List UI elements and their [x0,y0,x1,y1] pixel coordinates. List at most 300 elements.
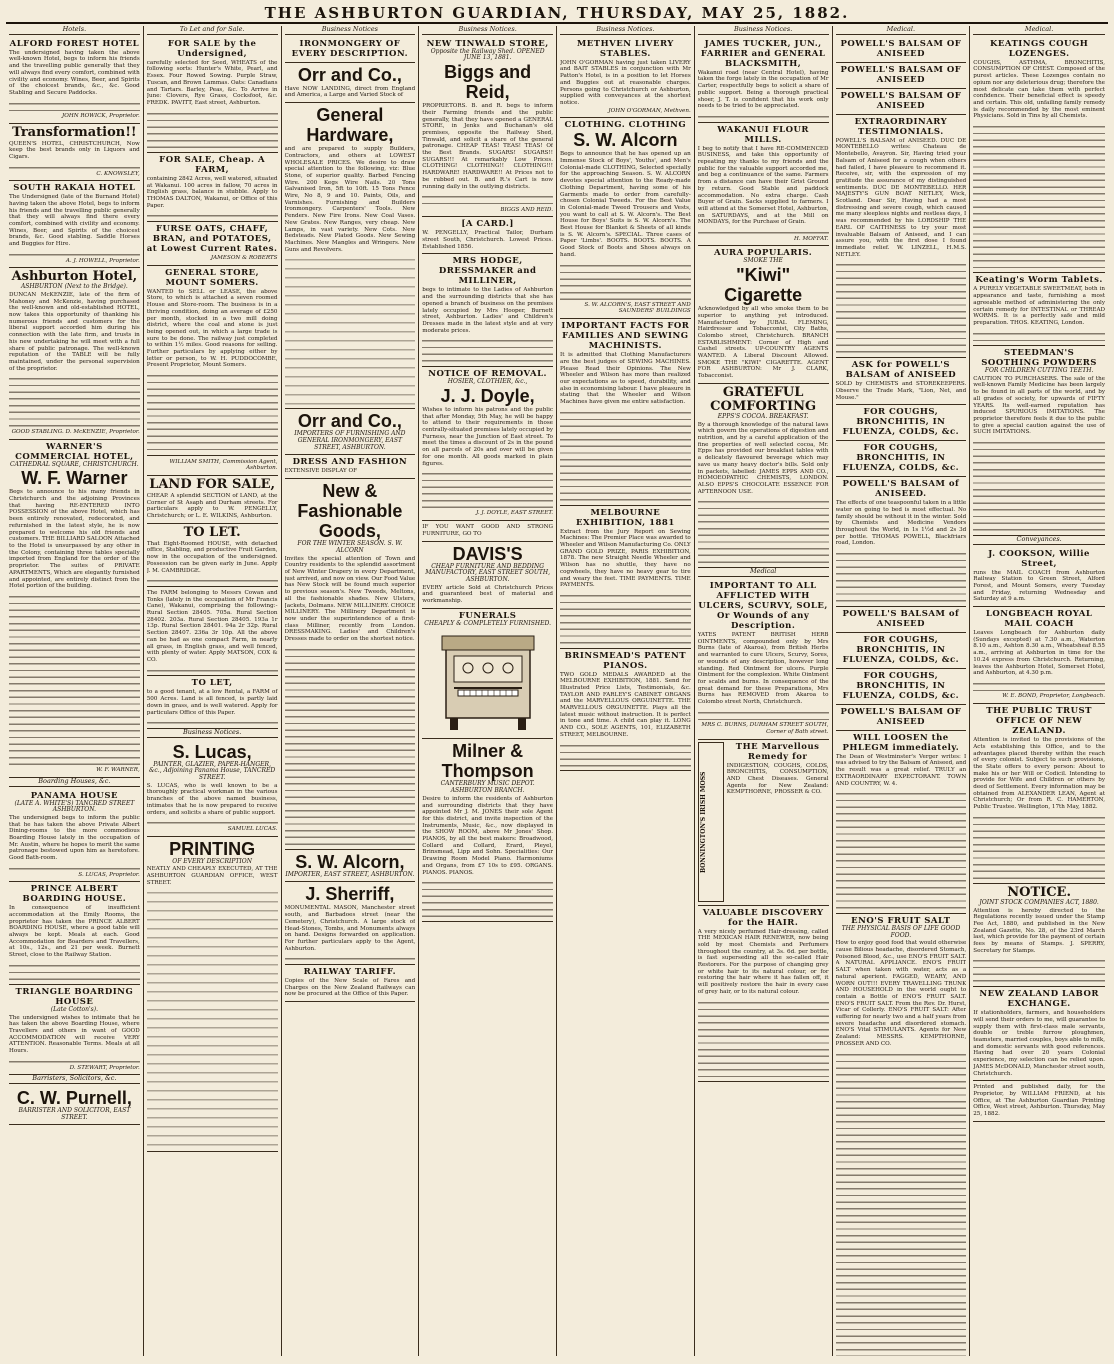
advertisement [836,115,967,358]
ad-display-name: S. Lucas, [172,741,252,762]
ad-signature: A. J. HOWELL, Proprietor. [65,257,140,264]
ad-headline: TRIANGLE BOARDING HOUSE [15,986,134,1007]
advertisement [147,740,278,837]
ad-display-name: C. W. Purnell, [16,1087,132,1108]
ad-headline: TO LET. [183,524,241,540]
ad-body-text: W. PENGELLY, Practical Tailor, Durham street South, Christchurch. Lowest Prices. Established 1856. [422,230,553,250]
ad-body-text: POWELL'S BALSAM of ANISEED. DUC DE MONTEBELLO writes: Chateau de Montebello, Avayron. Sir, Having tried your Balsam of Aniseed for a cough when others had failed, I have pleasure to recommend it. Receive, sir, with the expression of my gratitude the assurance of my distinguished sentiments. DUC DE MONTEBELLO. HER MAJESTY'S GUN BOAT NETLEY, Wick, Scotland. Dear Sir, Having had a most distressing and severe cough, which caused me many sleepless nights and restless days, I was recommended by his LORDSHIP THE EARL OF CAITHNESS to try your most invaluable Balsam of Aniseed, and I can assure you, with the first dose I found immediate relief. W. LINZELL, H.M.S. NETLEY. [835,137,967,258]
ad-body-text: It is admitted that Clothing Manufacturers are the best judges of SEWING MACHINES. Please Read their Opinions. The New Wheeler and Wilson has more than realized our expectations as to speed, durability, and also in economising labour. I have pleasure in stating that the Wheeler and Wilson Machines have given me entire satisfaction. [560,352,691,406]
ad-headline: POWELL'S BALSAM of ANISEED [842,608,960,629]
ad-headline: MELBOURNE EXHIBITION, 1881 [576,507,675,528]
ad-body-text: runs the MAIL COACH from Ashburton Railway Station to Green Street, Alford Forest, and Mount Somers, every Tuesday and Friday, returning Wednesday and Saturday at 9 a.m. [973,569,1105,603]
ad-body-text: EXTENSIVE DISPLAY OF [284,468,357,475]
advertisement [9,985,140,1075]
advertisement [285,455,416,479]
ad-fine-print [560,741,691,768]
ad-headline: FOR SALE by the Undersigned, [167,38,257,59]
ad-subheading: IMPORTERS OF FURNISHING AND GENERAL IRONMONGERY, EAST STREET, ASHBURTON. [294,430,406,451]
ad-subheading: CHEAPLY & COMPLETELY FURNISHED. [424,619,552,627]
ad-headline: GENERAL STORE, MOUNT SOMERS. [165,267,260,288]
ad-fine-print [147,371,278,451]
ad-display-name: DAVIS'S [452,543,523,564]
advertisement [422,542,553,609]
ad-display-name: W. F. Warner [21,468,128,489]
ad-headline: IMPORTANT FACTS FOR FAMILIES AND SEWING MACHINISTS. [561,321,690,352]
section-heading: Business Notices. [147,729,278,738]
ad-headline: VALUABLE DISCOVERY for the HAIR. [702,907,824,928]
ad-headline: POWELL'S BALSAM of ANISEED. [842,479,960,500]
ad-headline: POWELL'S BALSAM OF ANISEED [840,90,962,111]
ad-subheading: BARRISTER AND SOLICITOR, EAST STREET. [18,1106,131,1121]
ad-fine-print [422,336,553,363]
ad-fine-print [836,1050,967,1356]
advertisement [836,358,967,405]
column-7 [833,26,971,1356]
ad-body-text: JOHN O'GORMAN having just taken LIVERY and BAIT STABLES in conjunction with Mr Patton's Hotel, is in a position to let Horses and Buggies out at reasonable charges. Persons going to Christchurch or Ashburton, supplied with conveyances at the shortest notice. [560,59,691,106]
ad-signature: JOHN O'GORMAN, Methven. [608,107,691,114]
advertisement [973,884,1105,987]
advertisement [147,266,278,456]
advertisement [147,524,278,587]
ad-headline: IRONMONGERY OF EVERY DESCRIPTION. [291,38,409,59]
section-heading: Business Notices. [422,26,553,35]
ad-body-text: Extract from the Jury Report on Sewing Machines: The Premier Place was awarded to Wheeler and Wilson Manufacturing Co. ONLY GRAND GOLD PRIZE, PARIS EXHIBITION, 1878. The new Straight Needle Wheeler and Wilson has no shuttle, they have no cogwheels, they have no heavy gear to tire and weary the feet. TIME PAYMENTS. TIME PAYMENTS. [560,528,691,589]
ad-display-name: J. J. Doyle, [440,385,535,406]
ad-headline: DRESS AND FASHION [292,457,408,468]
ad-fine-print [9,374,140,428]
ad-fine-print [147,576,278,583]
advertisement [836,705,967,731]
section-heading: Hotels. [9,26,140,35]
ad-display-name: General Hardware, [306,105,394,146]
ad-fine-print [285,255,416,405]
ad-fine-print [147,211,278,218]
advertisement [9,440,140,778]
section-heading: Business Notices [285,26,416,35]
ad-body-text: MONUMENTAL MASON, Manchester street south, and Barbadoes street (near the Cemetery), Christchurch. A large stock of Head-Stones, Tombs, and Monuments always on hand. Designs forwarded on application. For further particulars apply to the Agent, Ashburton. [284,905,416,952]
advertisement [836,63,967,89]
advertisement [9,1086,140,1125]
ad-body-text: The Dean of Westminster's Verger writes: I was advised to try the Balsam of Aniseed, and the result was a great relief. TRULY an EXTRAORDINARY EXPECTORANT. TOWN AND COUNTRY, W. 4. [835,753,967,787]
ad-fine-print [836,260,967,354]
ad-headline: Transformation!! [12,124,137,140]
advertisement [147,153,278,222]
ad-display-name: Orr and Co., [297,411,402,432]
advertisement [836,37,967,63]
ad-body-text: PROPRIETORS. B. and R. begs to inform their Farming friends and the public generally, that they have opened a GENERAL STORE, in Jenks and Buchanan's old premises, opposite the Railway Shed, Tinwald, and solicit a share of the general patronage. CHEAP TEAS! TEAS! TEAS! Of the Best Brands. SUGARS! SUGARS!! SUGARS!!! At remarkably Low Prices. CLOTHING! CLOTHING!! CLOTHING!!! HARDWARE! HARDWARE!! At Prices not to be rubbed out. B. and R.'s Cart is now running daily in the outlying districts. [422,103,553,190]
advertisement [422,367,553,521]
advertisement [973,547,1105,608]
ad-body-text: The undersigned wishes to intimate that he has taken the above Boarding House, where Travellers and others in want of GOOD ACCOMMODATION will receive VERY ATTENTION. Reasonable Terms. Meals at all Hours. [9,1014,140,1055]
ad-subheading: ASHBURTON (Next to the Bridge). [20,283,128,291]
ad-signature: BIGGS AND REID. [500,206,553,213]
advertisement [560,319,691,505]
column-1 [6,26,144,1356]
ad-headline: IMPORTANT TO ALL AFFLICTED WITH ULCERS, SCURVY, SOLE, Or Wounds of any Description. [698,581,828,632]
advertisement [698,384,829,568]
ad-headline: EXTRAORDINARY TESTIMONIALS. [854,116,948,137]
ad-body-text: COUGHS, ASTHMA, BRONCHITIS, CONSUMPTION OF CHEST. Composed of the purest articles. These Lozenges contain no opium nor any deleterious drug; therefore the most delicate can take them with perfect confidence. Their beneficial effect is speedy and certain. This old, unfailing family remedy is daily recommended by the most eminent Physicians. Sold in Tins by all Chemists. [973,59,1105,120]
ad-signature: GOOD STABLING. D. McKENZIE, Proprietor. [11,428,140,435]
ad-display-name: Milner & Thompson [441,741,534,782]
advertisement [147,456,278,476]
ad-body-text: WANTED to SELL or LEASE, the above Store, to which is attached a seven roomed House and Store-room. The business is in a thriving condition, doing an average of £250 per month, stocked in a two mill doing district, where the coal and stone is just being opened out, in which a large trade is sure to be done. The railway just completed to within 1½ miles. Good reasons for selling. Further particulars by applying either by letter or person, to W. H. PUDDOCOMBE, Present Proprietor, Mount Somers. [146,288,278,369]
ad-headline: KEATINGS COUGH LOZENGES. [989,38,1089,59]
ad-headline: [A CARD.] [461,219,514,230]
vertical-brand-panel: BONNINGTON'S IRISH MOSS [698,742,724,902]
ad-body-text: and are prepared to supply Builders, Contractors, and others at LOWEST WHOLESALE PRICES. We desire to draw special attention to the following, viz: Blue Stone, of superior quality. Barbed Fencing Wire. 200 Kegs Wire Nails. 20 Tons Galvanised Iron, 5ft to 10ft. 15 Tons Fence Wire, No 8, 9 and 10. Paints, Oils, and Varnishes. Furnishing and Builders Ironmongery. Carpenters' Tools. New Fenders. New Fire Irons. New Coal Vases. New Grates. New Ranges, very cheap. New Lamps, in vast variety. New Cots. New Bedsteads. New Plated Goods. New Sewing Machines. New Mangles and Wringers. New Guns and Revolvers. [284,146,416,253]
ad-headline: PRINCE ALBERT BOARDING HOUSE. [22,884,127,905]
ad-display-name: Biggs and Reid, [444,62,532,103]
ad-subheading: JOINT STOCK COMPANIES ACT, 1880. [979,898,1099,906]
section-heading: Boarding Houses, &c. [9,778,140,787]
ad-headline: FUNERALS [458,610,517,621]
advertisement [836,633,967,669]
ad-body-text: IF YOU WANT GOOD AND STRONG FURNITURE, GO TO [422,524,553,537]
advertisement [698,37,829,123]
section-heading: Medical. [973,26,1105,35]
ad-signature: D. STEWART, Proprietor. [69,1064,140,1071]
advertisement [973,273,1105,346]
ad-body-text: I beg to notify that I have RE-COMMENCED BUSINESS, and take this opportunity of repeating my thanks to my friends and the public for the valuable support accorded me, and beg a continuance of the same. Farmers from a distance can have their Grist Ground by return. Good Stable and paddock accommodation. No extra charge. Cash Buyer of Grain. Sacks supplied to farmers. I will attend at the Somerset Hotel, Ashburton, on SATURDAYS, and at the Mill on MONDAYS, for the Purchase of Grain. [697,145,829,226]
ad-headline: POWELL'S BALSAM OF ANISEED [840,38,962,59]
advertisement [973,607,1105,704]
ad-headline: RAILWAY TARIFF. [303,967,397,978]
masthead [6,4,1108,24]
advertisement [422,521,553,541]
ad-subheading: THE PHYSICAL BASIS OF LIFE GOOD FOOD. [841,924,961,939]
ad-headline: SOUTH RAKAIA HOTEL [13,183,136,194]
advertisement [422,609,553,740]
ad-display-name: PRINTING [169,838,256,859]
advertisement [9,124,140,182]
ad-body-text: begs to intimate to the Ladies of Ashburton and the surrounding districts that she has opened a branch of business on the premises lately occupied by Mrs Hooper, Burnett street, Ashburton. Ladies' and Children's Dresses made in the latest style and at very moderate prices. [422,287,553,334]
ad-fine-print [973,956,1105,983]
ad-body-text: SOLD by CHEMISTS and STOREKEEPERS. Observe the Trade Mark, "Lion, Net, and Mouse." [835,381,967,401]
ad-body-text: QUEEN'S HOTEL, CHRISTCHURCH, Now keep the best brands only in Liquors and Cigars. [9,140,140,161]
ad-body-text: The Undersigned (late of the Burnand Hotel) having taken the above Hotel, begs to inform his friends and the travelling public generally that they will always find there every comfort, combined with civility and economy. Wines, Beer, and Spirits of the choicest brands, &c. Good stabling. Saddle Horses and Buggies for Hire. [9,194,140,248]
ad-headline: CLOTHING. CLOTHING [564,120,687,131]
ad-headline: THE PUBLIC TRUST OFFICE OF NEW ZEALAND. [986,706,1092,737]
advertisement [560,37,691,119]
advertisement [9,37,140,124]
section-heading: Business Notices. [560,26,691,35]
ad-headline: Ashburton Hotel, [11,269,138,285]
ad-headline: LONGBEACH ROYAL MAIL COACH [985,609,1093,630]
ad-fine-print [147,718,278,725]
advertisement [285,882,416,965]
ad-fine-print [973,679,1105,692]
ad-display-name: J. Sherriff, [305,884,395,905]
ad-body-text: Copies of the New Scale of Fares and Charges on the New Zealand Railways can now be procured at the Office of this Paper. [284,978,416,998]
ad-body-text: NEATLY AND CHEAPLY EXECUTED, AT THE ASHBURTON GUARDIAN OFFICE, WEST STREET. [146,866,278,886]
ad-headline: Keating's Worm Tablets. [975,275,1103,286]
ad-display-name: New & Fashionable Goods, [297,481,403,542]
ad-fine-print [698,497,829,564]
ad-body-text: Have NOW LANDING, direct from England and America, a Large and Varied Stock of [284,85,416,99]
ad-subheading: CHEAP FURNITURE AND BEDDING MANUFACTORY, EAST STREET SOUTH, ASHBURTON. [425,562,551,583]
ad-signature: S. LUCAS, Proprietor. [78,871,140,878]
ad-headline: FOR COUGHS, BRONCHITIS, IN FLUENZA, COLDS, &c. [842,443,960,474]
ad-fine-print [9,961,140,981]
ad-headline: J. COOKSON, Willie Street, [988,548,1090,569]
advertisement [285,965,416,1002]
advertisement [698,740,829,906]
ad-headline: JAMES TUCKER, JUN., FARRIER and GENERAL BLACKSMITH, [700,38,826,69]
advertisement [973,1081,1105,1122]
ad-subheading: OF EVERY DESCRIPTION [172,857,252,865]
advertisement [836,669,967,705]
ad-signature: H. MOFFAT. [794,235,829,242]
ad-body-text: Attention is invited to the provisions of the Acts establishing this Office, and to the advantages placed thereby within the reach of every colonist. Subject to such provisions, the State offers to every person: About to make his or her Will or Codicil. Intending to provide for Wife and Children or others by deed of Settlement. Every information may be obtained from ALEXANDER LEAN, Agent at Christchurch; Or from R. C. HAMERTON, Public Trustee. Wellington, 17th May, 1882. [973,737,1105,811]
ad-body-text: How to enjoy good food that would otherwise cause Bilious headache, disordered Stomach, Poisoned Blood, &c., use ENO'S FRUIT SALT. A NATURAL APPLIANCE. ENO'S FRUIT SALT when taken with water, acts as a natural aperient. FAGGED, WEARY, AND WORN OUT!!! EVERY TRAVELLING TRUNK AND HOUSEHOLD in the world ought to contain a Bottle of ENO'S FRUIT SALT. ENO'S FRUIT SALT. From the Rev. Dr. Hurst, Vicar of Collerly. ENO'S FRUIT SALT: After suffering for nearly two and a half years from severe headache and disordered stomach. ENO'S Vital STIMULANTS. Agents for New Zealand: MESSRS. KEMPTHORNE, PROSSER AND CO. [835,940,967,1047]
ad-body-text: S. LUCAS, who is well known to be a thoroughly practical workman in the various branches of the above named business, intimates that he is now prepared to receive orders, and solicits a share of public support. [146,782,278,816]
ad-body-text: If stationholders, farmers, and householders will send their orders to me, will guarantee to supply them with first-class male servants, double or treble furrow ploughmen, teamsters, married couples, boys able to milk, and domestic servants with good references. Having had over 20 years Colonial experience, my selection can be relied upon. JAMES McDONALD, Manchester street south, Christchurch. [973,1010,1105,1077]
ad-body-text: INDIGESTION, COUGHS, COLDS, BRONCHITIS, CONSUMPTION, AND Chest Diseases. General Agents for New Zealand: KEMPTHORNE, PROSSER & CO. [726,762,829,796]
ad-headline: ALFORD FOREST HOTEL [9,38,140,49]
ad-fine-print [9,592,140,766]
ad-subheading: (LATE A. WHITE'S) TANCRED STREET ASHBURTON. [14,799,135,814]
ad-body-text: In consequence of insufficient accommodation at the Emily Rooms, the proprietor has taken the PRINCE ALBERT BOARDING HOUSE, where a good table will always be kept. Meals at each. Good Accommodation for Boarders and Travellers, at 10s., 12s., and 21 per week. Burnett Street, close to the Railway Station. [9,905,140,959]
column-5 [557,26,695,1356]
ad-signature: JAMESON & ROBERTS [210,255,278,262]
ad-body-text: EVERY article Sold at Christchurch Prices and guaranteed best of material and workmanship. [422,584,553,605]
ad-body-text: The undersigned begs to inform the public that he has taken the above Private Albert Dining-rooms to the more commodious Boarding House lately in the occupation of Mr. Austin, where he hopes to merit the same patronage bestowed upon him as heretofore. Good Bath-room. [9,814,140,862]
section-heading: Barristers, Solicitors, &c. [9,1075,140,1084]
ad-fine-print [147,818,278,825]
columns [6,26,1108,1356]
advertisement [698,123,829,247]
ad-fine-print [973,813,1105,880]
advertisement [147,587,278,676]
ad-display-name: Orr and Co., [297,64,402,85]
advertisement [147,37,278,153]
ad-headline: NOTICE. [1007,884,1071,900]
section-heading: Medical. [836,26,967,35]
ad-fine-print [285,645,416,846]
column-6 [695,26,833,1356]
ad-headline: TO LET, [191,678,233,689]
advertisement [9,789,140,883]
ad-headline: WAKANUI FLOUR MILLS. [717,124,809,145]
ad-signature: S. W. ALCORN'S, EAST STREET AND SAUNDERS' BUILDINGS [584,301,691,315]
ad-display-name: "Kiwi" Cigarette [724,265,803,306]
ad-headline: MRS HODGE, DRESSMAKER and MILLINER, [438,256,537,287]
advertisement [285,409,416,455]
ad-fine-print [560,408,691,502]
ad-headline: WILL LOOSEN the PHLEGM immediately. [842,732,960,753]
ad-fine-print [973,122,1105,269]
ad-headline: FOR COUGHS, BRONCHITIS, IN FLUENZA, COLDS, &c. [842,634,960,665]
advertisement [147,476,278,524]
advertisement [836,607,967,633]
ad-fine-print [698,998,829,1078]
advertisement [285,37,416,63]
ad-signature: W. E. BOND, Proprietor, Longbeach. [1002,693,1105,700]
ad-subheading: Opposite the Railway Shed. OPENED JUNE 13, 1881. [430,47,545,62]
ad-headline: POWELL'S BALSAM OF ANISEED [840,706,962,727]
advertisement [147,222,278,266]
column-3 [282,26,420,1356]
ad-subheading: FOR CHILDREN CUTTING TEETH. [984,367,1094,375]
advertisement [560,649,691,772]
advertisement [9,882,140,985]
ad-headline: FURSE OATS, CHAFF, BRAN, and POTATOES, at Lowest Current Rates. [146,224,278,255]
column-8 [970,26,1108,1356]
advertisement [147,837,278,1153]
ad-body-text: The effects of one teaspoonful taken in a little water on going to bed is most effectual. No family should be without it in the winter. Sold by Chemists and Medicine Vendors throughout the World, in 1s 1½d and 2s 3d per bottle. THOMAS POWELL, Blackfriars road, London. [835,500,967,547]
ad-fine-print [698,112,829,119]
ad-headline: POWELL'S BALSAM OF ANISEED [840,64,962,85]
ad-fine-print [147,666,278,673]
ad-signature: J. J. DOYLE, EAST STREET. [476,510,553,517]
advertisement [973,37,1105,274]
ad-fine-print [698,708,829,721]
advertisement [836,405,967,441]
ad-headline: FOR SALE, Cheap. A FARM, [159,154,266,175]
advertisement [285,63,416,103]
ad-body-text: Desire to inform the residents of Ashburton and surrounding districts that they have appointed Mr J. M. JONES their sole Agent for this district, and invite inspection of the Instruments, Music, &c., now displayed in the SHOW ROOM, above Mr Jones' Shop. PIANOS, by all the best makers: Broadwood, Collard and Collard, Erard, Pleyel, Brinsmead, Lipp and Sohn. Specialities: Our Drawing Room Model Piano. Harmoniums and Organs, from £7 10s to £95. ORGANS. PIANOS. PIANOS. [422,795,553,876]
ad-body-text: Acknowledged by all who smoke them to be superior to anything yet introduced. Manufactured by JUBAL FLEMING, Hairdresser and Tobacconist, City Baths, Colombo street, Christchurch. BRANCH ESTABLISHMENT: Corner of High and Cashel streets. UP-COUNTRY AGENTS WANTED. A Liberal Discount Allowed. SMOKE THE "KIWI" CIGARETTE. AGENT FOR ASHBURTON: Mr J. CLARK, Tobacconist. [697,306,829,380]
ad-signature: MRS C. BURNS, DURHAM STREET SOUTH, Corner of Bath street. [701,722,829,735]
ad-body-text: Begs to announce to his many friends in Christchurch and the adjoining Provinces that having RE-ENTERED INTO POSSESSION of the above Hotel, which has been entirely renovated, redecorated, and refurnished in the latest style, he is now prepared to welcome his old friends and customers. THE BILLIARD SALOON Attached to the Hotel is unsurpassed by any other in the Colony, containing three tables specially imported from England for the order of the proprietor. The suites of PRIVATE APARTMENTS, Which are elegantly furnished and appointed, are entirely distinct from the Hotel portion of the building. [9,489,140,590]
ad-fine-print [285,954,416,961]
ad-fine-print [422,469,553,509]
ad-body-text: carefully selected for Seed, WHEATS of the following sorts: Hunter's White, Pearl, and Essex. Four Rowed Sowing. Purple Straw, Tuscan, and Brown Lammas. Oats: Canadians and Tartars. Barley, Peas, &c. To Arrive in June: Clovers, Rye Grass, Cocksfoot, &c. FREDK. PAVITT, East street, Ashburton. [146,59,278,106]
ad-subheading: PAINTER, GLAZIER, PAPER-HANGER, &c., Adjoining Panama House, TANCRED STREET. [149,760,276,781]
ad-body-text: Wakanui road (near Central Hotel), having taken the forge lately in the occupation of Mr Carter, respectfully begs to solicit a share of public support. Being a thorough practical shoer, J. T. is confident that his work only needs to be tried to be appreciated. [697,69,829,110]
ad-body-text: Begs to announce that he has opened up an Immense Stock of Boys', Youths', and Men's Colonial-made CLOTHING, Selected specially for the approaching Season. S. W. ALCORN devotes special attention to the Ready-made Clothing Department, having some of his Garments made to order from carefully-chosen Colonial Tweeds. For the Best Value in Colonial-made Tweed Trousers and Vests, you want to call at S. W. Alcorn's. The Best House for Boys' Suits is S. W. Alcorn's. The Best House for Blanket & Sheets of all kinds is S. W. Alcorn's. SPECIAL. Three cases of Paper 'Limbs'. BOOTS. BOOTS. BOOTS. A Good Stock of Boots and Shoes always on hand. [560,151,691,258]
ad-headline: ASK for POWELL'S BALSAM of ANISEED [845,360,957,381]
ad-headline: NEW ZEALAND LABOR EXCHANGE. [979,989,1099,1010]
ad-headline: NEW TINWALD STORE, [426,38,549,49]
ad-body-text: TWO GOLD MEDALS AWARDED at the MELBOURNE EXHIBITION, 1881. Send for Illustrated Price Lists, Testimonials, &c. TAYLOR AND FARLEY'S CABINET ORGANS and the MARVELLOUS ORGUINETTE. THE MARVELLOUS ORGUINETTE. Plays all the latest music without instruction. It is perfect in tone and time. A child can play it. LONG AND CO., SOLE AGENTS, 101, ELIZABETH STREET, MELBOURNE. [560,671,691,738]
ad-subheading: SMOKE THE [743,257,783,265]
masthead-title: THE ASHBURTON GUARDIAN, THURSDAY, MAY 25, 1882. [264,4,850,22]
advertisement [560,118,691,319]
ad-subheading: IMPORTER, EAST STREET, ASHBURTON. [285,870,415,878]
ad-headline: FOR COUGHS, BRONCHITIS, IN FLUENZA, COLDS, &c. [842,670,960,701]
advertisement [285,850,416,883]
ad-signature: W. F. WARNER, [96,767,140,774]
advertisement [285,103,416,409]
ad-body-text: A very nicely perfumed Hair-dressing, called THE MEXICAN HAIR RENEWER, now being sold by most Chemists and Perfumers throughout the country, at 3s. 6d. per bottle, is fast superseding all the so-called Hair Restorers. For the purpose of changing grey or white hair to its natural colour, or for restoring the hair where it has fallen off, it will positively restore the hair in every case of grey hair, or to its natural colour. [697,928,829,995]
ad-headline: WARNER'S COMMERCIAL HOTEL, [15,441,134,462]
advertisement [698,246,829,383]
section-heading: Medical [698,568,829,577]
advertisement [973,987,1105,1081]
ad-subheading: CATHEDRAL SQUARE, CHRISTCHURCH. [10,460,139,468]
ad-body-text: The undersigned having taken the above well-known Hotel, begs to inform his friends and the travelling public generally that they will always find every comfort, combined with civility and economy. Wines, Beer, and Spirits of the choicest brands, &c., &c. Good Stabling and Secure Paddocks. [9,49,140,96]
ad-body-text: Printed and published daily, for the Proprietor, by WILLIAM FRIEND, at his Office, at The Ashburton Guardian Printing Office, West street, Ashburton. Thursday, May 25, 1882. [973,1084,1105,1118]
ad-fine-print [147,888,278,1148]
advertisement [836,731,967,914]
ad-headline: STEEDMAN'S SOOTHING POWDERS [981,348,1097,369]
ad-fine-print [698,228,829,235]
ad-body-text: A PURELY VEGETABLE SWEETMEAT, both in appearance and taste, furnishing a most agreeable method of administering the only certain remedy for INTESTINAL or THREAD WORMS. It is a perfectly safe and mild preparation. THOS. KEATING, London. [973,286,1105,326]
ad-fine-print [422,192,553,205]
ad-body-text: CAUTION TO PURCHASERS. The sale of the well-known Family Medicine has been largely to be found in all parts of the world, and by all grades of society, for upwards of FIFTY YEARS. Its well-earned reputation has induced SPURIOUS IMITATIONS. The proprietor therefore feels it due to the public to give a special caution against the use of SUCH IMITATIONS. [973,375,1105,436]
ad-subheading: (Late Cotton's). [50,1005,98,1013]
advertisement [9,268,140,439]
advertisement [422,217,553,254]
ad-headline: METHVEN LIVERY STABLES. [576,38,674,59]
ad-body-text: Invites the special attention of Town and Country residents to the splendid assortment of New Winter Drapery in every Department, just arrived, and now on view. Our Food Value has New Stock will be found much superior to previous season's. New Tweeds, Meltons, all the fashionable shades. New Ulsters, Jackets, Dolmans. NEW MILLINERY. CHOICE MILLINERY. The Millinery Department is now under the superintendence of a first-class Milliner, recently from London. DRESSMAKING. Ladies' and Children's Dresses made to order on the shortest notice. [284,555,416,643]
ad-headline: BRINSMEAD'S PATENT PIANOS. [564,650,687,671]
advertisement [973,346,1105,536]
advertisement [560,506,691,649]
ad-fine-print [836,549,967,603]
column-2 [144,26,282,1356]
ad-fine-print [147,109,278,149]
ad-body-text: The FARM belonging to Messrs Cowan and Tonks (lately in the occupation of Mr Francis Cane), Wakanui, comprising the following:- Rural Section 28405. 705a. Rural Section 28402. 203a. Rural Section 28405. 193a 1r 13p. Rural Section 28401. 94a 2r 32p. Rural Section 28407. 236a 3r 10p. All the above can be had as one compact Farm, in nearly all grass, in English grass, and well fenced, with plenty of water. Apply MATSON, COX & CO. [146,589,278,663]
ad-body-text: to a good tenant, at a low Rental, a FARM of 500 Acres. Land is all fenced, is partly laid down in grass, and is well watered. Apply for particulars Office of this Paper. [146,689,278,716]
advertisement [836,914,967,1356]
ad-body-text: By a thorough knowledge of the natural laws which govern the operations of digestion and nutrition, and by a careful application of the fine properties of well selected cocoa, Mr. Epps has provided our breakfast tables with a delicately flavoured beverage which may save us many heavy doctor's bills. Sold only in packets, labelled: JAMES EPPS AND CO., HOMOEOPATHIC CHEMISTS, LONDON. ALSO EPPS'S CHOCOLATE ESSENCE FOR AFTERNOON USE. [697,421,829,495]
ad-headline: NOTICE OF REMOVAL. [428,369,547,380]
advertisement [836,89,967,115]
ad-body-text: containing 2842 Acres, well watered, situated at Wakanui. 100 acres in fallow, 70 acres in English grass, balance in stubble. Apply to THOMAS DALTON, Wakanui, or Office of this Paper. [146,175,278,209]
advertisement [422,254,553,367]
ad-subheading: FOR THE WINTER SEASON. S. W. ALCORN [297,540,403,554]
ad-headline: PANAMA HOUSE [30,790,118,801]
advertisement [836,477,967,607]
ad-fine-print [560,591,691,645]
ad-signature: JOHN ROWICK, Proprietor. [61,113,140,120]
advertisement [147,676,278,729]
advertisement [422,37,553,218]
ad-fine-print [560,261,691,301]
ad-signature: WILLIAM SMITH, Commission Agent, Ashburton. [169,458,278,472]
advertisement [836,441,967,477]
ad-body-text: CHEAP. A splendid SECTION of LAND, at the Corner of St Asaph and Durham streets. For particulars apply to W. PENGELLY, Christchurch; or L. E. WILKINS, Ashburton. [146,492,278,520]
ad-subheading: EPPS'S COCOA. BREAKFAST. [717,412,809,420]
advertisement [698,579,829,740]
ad-signature: C. KNOWSLEY, [96,170,140,177]
ad-headline: THE Marvellous Remedy for [735,741,820,762]
ad-headline: GRATEFUL COMFORTING [710,384,817,414]
advertisement [285,479,416,850]
ad-fine-print [973,329,1105,342]
ad-body-text: That Eight-Roomed HOUSE, with detached office, Stabling, and productive Fruit Garden, now in the occupation of the undersigned. Possession can be given early in June. Apply J. M. CAMBRIDGE. [146,540,278,574]
ad-fine-print [973,438,1105,532]
ad-fine-print [9,99,140,112]
advertisement [9,181,140,268]
ad-signature: SAMUEL LUCAS. [227,825,278,832]
ad-headline: FOR COUGHS, BRONCHITIS, IN FLUENZA, COLDS, &c. [842,407,960,438]
ad-fine-print [422,878,553,918]
organ-illustration [438,630,538,732]
ad-headline: LAND FOR SALE, [149,476,276,492]
ad-body-text: YATES PATENT BRITISH HERB OINTMENTS, compounded only by Mrs Burns (late of Akaroa), from British Herbs and warranted to cure Ulcers, Scurvy, Sores, or wounds of any description, however long standing. Red Ointment for ulcers. Purple Ointment for the complexion. White Ointment for scalds and burns. In consequence of the great demand for these Preparations, Mrs Burns has REMOVED from Akaroa to Colombo street North, Christchurch. [697,632,829,706]
ad-display-name: S. W. Alcorn, [295,851,405,872]
ad-subheading: CANTERBURY MUSIC DEPOT. ASHBURTON BRANCH. [440,780,535,795]
advertisement [973,704,1105,884]
ad-headline: ENO'S FRUIT SALT [851,915,951,926]
advertisement [698,906,829,1082]
section-heading: Business Notices. [698,26,829,35]
advertisement [422,739,553,922]
column-4 [419,26,557,1356]
ad-display-name: S. W. Alcorn [573,130,678,151]
ad-fine-print [9,1057,140,1064]
ad-fine-print [836,789,967,910]
ad-body-text: DUNCAN McKENZIE, late of the firm of Mahoney and McKenzie, having purchased the well-known and old-established HOTEL, now takes this opportunity of thanking his numerous friends and customers for the liberal support accorded him during his connection with the late firm, and trusts in his new undertaking he will meet with a full share of public patronage. The well-known reputation of the TABLE will be fully maintained, under the personal supervision of the proprietor. [9,291,140,372]
section-heading: Conveyances. [973,536,1105,545]
ad-body-text: Leaves Longbeach for Ashburton daily (Sundays excepted) at 7.30 a.m., Waterton 8.10 a.m., Ashton 8.30 a.m., Wheatsheaf 8.55 a.m., arriving at Ashburton in time for the 10.24 express from Christchurch. Returning, leaves the Ashburton Hotel, Somerset Hotel, and Ashburton, at 4.30 p.m. [973,630,1105,677]
ad-headline: AURA POPULARIS. [714,248,813,259]
ad-fine-print [9,250,140,257]
